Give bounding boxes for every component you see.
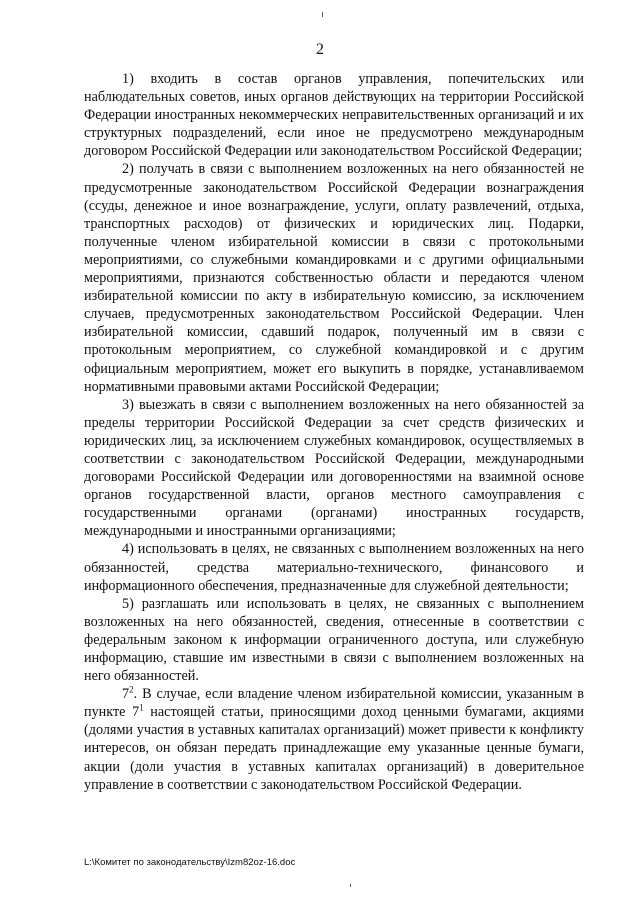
paragraph-item-4: 4) использовать в целях, не связанных с выполнением возложенных на него обязанностей, средства материально-технического, финансового и информационного обеспечения, предназначенные для служебной деятельности; <box>84 541 584 594</box>
clause-lead-text: . В случае, если владение членом избирательной комиссии, указанным в пункте <box>84 686 584 721</box>
paragraph-clause-7-2 <box>84 685 584 794</box>
scan-mark-bottom <box>350 884 351 887</box>
paragraph-item-2: 2) получать в связи с выполнением возложенных на него обязанностей не предусмотренные законодательством Российской Федерации вознаграждения (ссуды, денежное и иное вознаграждение, услуги, оплату развлечений, отдыха, транспортных расходов) от физических и юридических лиц. Подарки, полученные членом избирательной комиссии в связи с протокольными мероприятиями, со служебными командировками и с другими официальными мероприятиями, признаются собственностью области и передаются членом избирательной комиссии по акту в избирательную комиссию, за исключением случаев, предусмотренных законодательством Российской Федерации. Член избирательной комиссии, сдавший подарок, полученный им в связи с протокольным мероприятием, со служебной командировкой и с другим официальным мероприятием, может его выкупить в порядке, устанавливаемом нормативными правовыми актами Российской Федерации; <box>84 161 584 395</box>
clause-body-text: настоящей статьи, приносящими доход ценными бумагами, акциями (долями участия в уставных капиталах организаций) может привести к конфликту интересов, он обязан передать принадлежащие ему указанные ценные бумаги, акции (доли участия в уставных капиталах организаций) в доверительное управление в соответствии с законодательством Российской Федерации. <box>84 704 585 793</box>
document-body <box>84 70 584 794</box>
paragraph-item-3: 3) выезжать в связи с выполнением возложенных на него обязанностей за пределы территории Российской Федерации за счет средств физических и юридических лиц, за исключением служебных командировок, осуществляемых в соответствии с законодательством Российской Федерации, международными договорами Российской Федерации или договоренностями на взаимной основе органов государственной власти, органов местного самоуправления с государственными органами (органами) иностранных государств, международными и иностранными организациями; <box>84 396 584 540</box>
scan-mark-top <box>322 12 323 17</box>
clause-number: 7 <box>122 686 130 703</box>
clause-reference: 7 <box>132 704 140 721</box>
footer-file-path: L:\Комитет по законодательству\Izm82oz-16.doc <box>84 857 296 868</box>
clause-number-superscript: 2 <box>129 684 134 695</box>
clause-reference-superscript: 1 <box>139 702 144 713</box>
paragraph-item-1: 1) входить в состав органов управления, попечительских или наблюдательных советов, иных органов действующих на территории Российской Федерации иностранных некоммерческих неправительственных организаций и их структурных подразделений, если иное не предусмотрено международным договором Российской Федерации или законодательством Российской Федерации; <box>84 71 584 160</box>
paragraph-item-5: 5) разглашать или использовать в целях, не связанных с выполнением возложенных на него обязанностей, сведения, отнесенные в соответствии с федеральным законом к информации ограниченного доступа, или служебную информацию, ставшие им известными в связи с выполнением возложенных на него обязанностей. <box>84 595 584 685</box>
page-number: 2 <box>316 41 324 58</box>
